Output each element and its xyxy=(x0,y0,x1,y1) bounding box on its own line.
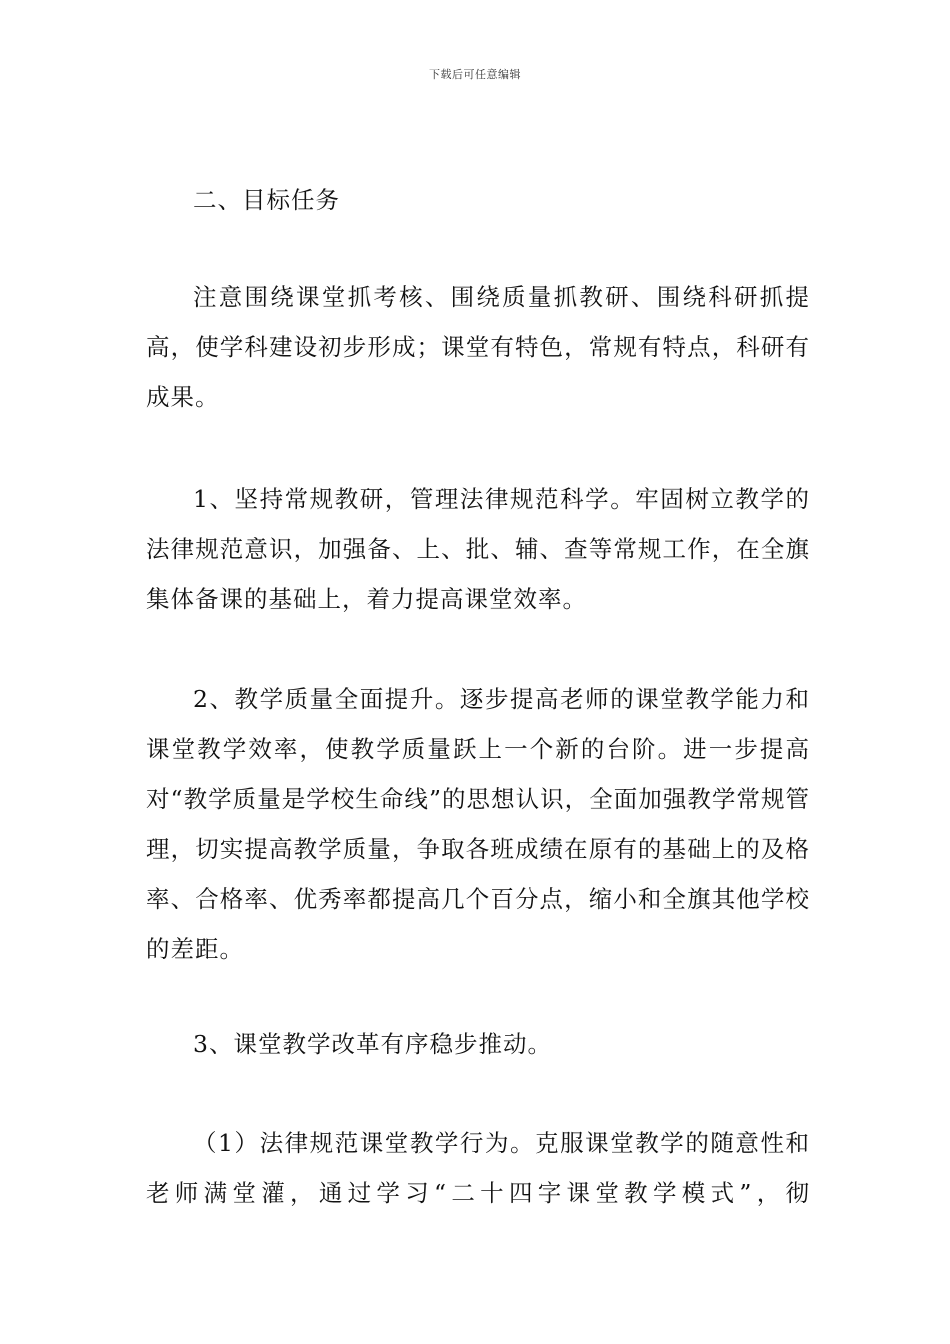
item-1-paragraph: 1、坚持常规教研，管理法律规范科学。牢固树立教学的法律规范意识，加强备、上、批、辅、查等常规工作，在全旗集体备课的基础上，着力提高课堂效率。 xyxy=(146,485,810,613)
section-heading-wrapper xyxy=(146,175,810,225)
item-3-1-wrapper xyxy=(146,1118,810,1218)
item-1-wrapper xyxy=(146,474,810,624)
item-3-1-paragraph: （1）法律规范课堂教学行为。克服课堂教学的随意性和老师满堂灌，通过学习“二十四字课堂教学模式”，彻 xyxy=(146,1129,810,1207)
item-3-wrapper xyxy=(146,1019,810,1069)
item-2-paragraph: 2、教学质量全面提升。逐步提高老师的课堂教学能力和课堂教学效率，使教学质量跃上一个新的台阶。进一步提高对“教学质量是学校生命线”的思想认识，全面加强教学常规管理，切实提高教学质量，争取各班成绩在原有的基础上的及格率、合格率、优秀率都提高几个百分点，缩小和全旗其他学校的差距。 xyxy=(146,685,810,963)
item-3-paragraph: 3、课堂教学改革有序稳步推动。 xyxy=(193,1030,552,1058)
intro-paragraph: 注意围绕课堂抓考核、围绕质量抓教研、围绕科研抓提高，使学科建设初步形成；课堂有特色，常规有特点，科研有成果。 xyxy=(146,283,810,411)
item-2-wrapper xyxy=(146,674,810,974)
intro-paragraph-wrapper xyxy=(146,272,810,422)
section-heading: 二、目标任务 xyxy=(193,186,340,214)
header-note: 下载后可任意编辑 xyxy=(429,68,521,81)
